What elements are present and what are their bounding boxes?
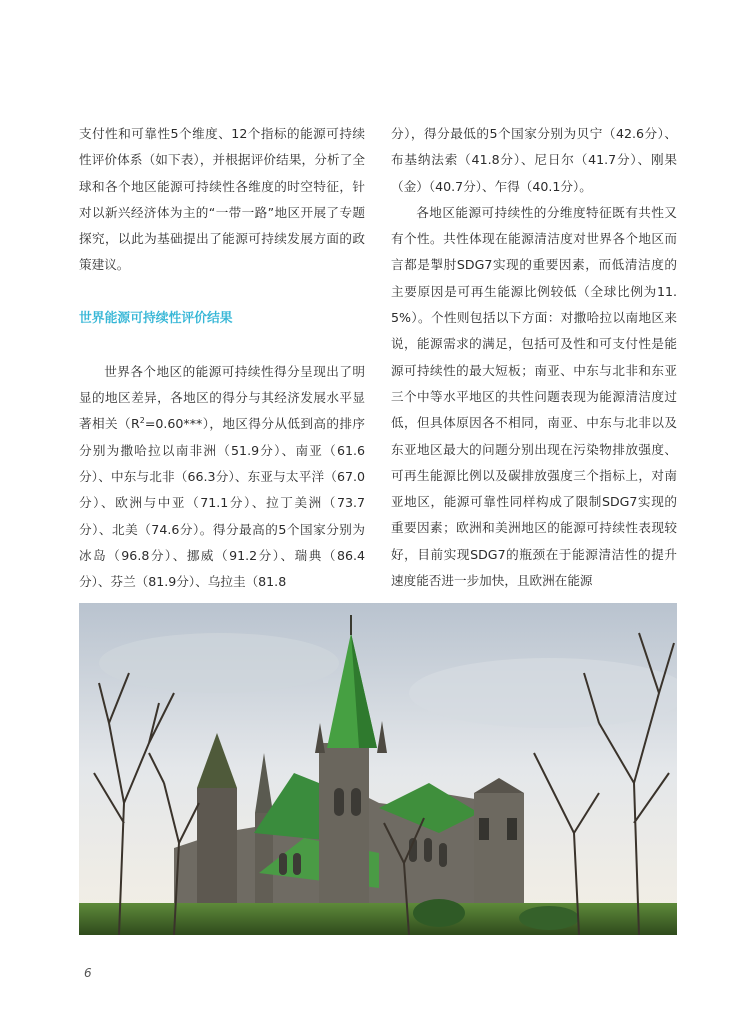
results-paragraph: [79, 359, 365, 596]
section-heading: 世界能源可持续性评价结果: [79, 310, 233, 326]
ranking-paragraph: 分），得分最低的5个国家分别为贝宁（42.6分）、布基纳法索（41.8分）、尼日尔（41.7分）、刚果（金）（40.7分）、乍得（40.1分）。: [391, 126, 677, 194]
regional-features-paragraph: 各地区能源可持续性的分维度特征既有共性又有个性。共性体现在能源清洁度对世界各个地区而言都是掣肘SDG7实现的重要因素，而低清洁度的主要原因是可再生能源比例较低（全球比例为11.5%）。个性则包括以下方面：对撒哈拉以南地区来说，能源需求的满足，包括可及性和可支付性是能源可持续性的最大短板；南亚、中东与北非和东亚三个中等水平地区的共性问题表现为能源清洁度过低，但具体原因各不相同，南亚、中东与北非以及东亚地区最大的问题分别出现在污染物排放强度、可再生能源比例以及碳排放强度三个指标上，对南亚地区，能源可靠性同样构成了限制SDG7实现的重要因素；欧洲和美洲地区的能源可持续性表现较好，目前实现SDG7的瓶颈在于能源清洁性的提升速度能否进一步加快，且欧洲在能源: [391, 204, 677, 589]
right-text-column: [391, 121, 677, 594]
results-text-part1: 世界各个地区的能源可持续性得分呈现出了明显的地区差异，各地区的得分与其经济发展水平显著相关（R: [79, 363, 365, 432]
intro-paragraph: 支付性和可靠性5个维度、12个指标的能源可持续性评价体系（如下表），并根据评价结果，分析了全球和各个地区能源可持续性各维度的时空特征，针对以新兴经济体为主的“一带一路”地区开展了专题探究，以此为基础提出了能源可持续发展方面的政策建议。: [79, 126, 365, 273]
page-number: 6: [84, 966, 92, 980]
cathedral-photo: [79, 603, 677, 935]
r-squared-exponent: 2: [139, 416, 145, 426]
left-text-column: [79, 121, 365, 595]
results-text-part2: =0.60***），地区得分从低到高的排序分别为撒哈拉以南非洲（51.9分）、南亚（61.6分）、中东与北非（66.3分）、东亚与太平洋（67.0分）、欧洲与中亚（71.1分）、拉丁美洲（73.7分）、北美（74.6分）。得分最高的5个国家分别为冰岛（96.8分）、挪威（91.2分）、瑞典（86.4分）、芬兰（81.9分）、乌拉圭（81.8: [79, 416, 365, 590]
